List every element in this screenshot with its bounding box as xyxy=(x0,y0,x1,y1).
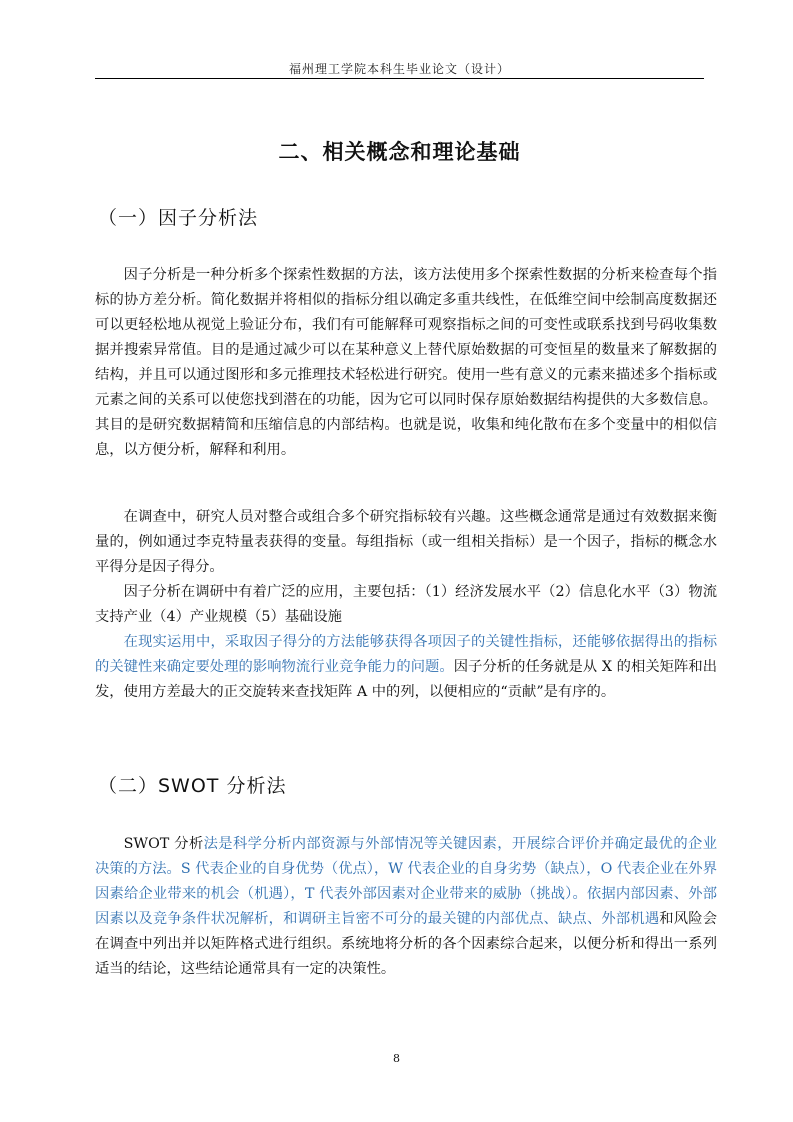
paragraph-text: SWOT 分析 xyxy=(123,836,204,852)
section-title-factor-analysis: （一）因子分析法 xyxy=(98,207,259,229)
paragraph-factor-applications: 因子分析在调研中有着广泛的应用，主要包括：（1）经济发展水平（2）信息化水平（3）物流支持产业（4）产业规模（5）基础设施 xyxy=(95,584,717,625)
highlighted-text: 在现实运用中，采取因子得分的方法能够获得各项因子的关键性指标，还能够依据得出的指标的关键性来确定要处理的影响物流行业竞争能力的问题。 xyxy=(95,634,717,675)
paragraph-swot xyxy=(95,832,717,982)
paragraph-factor-intro: 因子分析是一种分析多个探索性数据的方法，该方法使用多个探索性数据的分析来检查每个指标的协方差分析。简化数据并将相似的指标分组以确定多重共线性，在低维空间中绘制高度数据还可以更轻松地从视觉上验证分布，我们有可能解释可观察指标之间的可变性或联系找到号码收集数据并搜索异常值。目的是通过减少可以在某种意义上替代原始数据的可变恒星的数量来了解数据的结构，并且可以通过图形和多元推理技术轻松进行研究。使用一些有意义的元素来描述多个指标或元素之间的关系可以使您找到潜在的功能，因为它可以同时保存原始数据结构提供的大多数信息。其目的是研究数据精简和压缩信息的内部结构。也就是说，收集和纯化散布在多个变量中的相似信息，以方便分析，解释和利用。 xyxy=(95,267,717,458)
running-header: 福州理工学院本科生毕业论文（设计） xyxy=(288,62,510,76)
chapter-title: 二、相关概念和理论基础 xyxy=(278,140,521,164)
highlighted-text: 法是科学分析内部资源与外部情况等关键因素，开展综合评价并确定最优的企业决策的方法。S 代表企业的自身优势（优点），W 代表企业的自身劣势（缺点），O 代表企业在外界因素给企业带来的机会（机遇），T 代表外部因素对企业带来的威胁（挑战）。依据内部因素、外部因素以及竞争条件状况解析，和调研主旨密不可分的最关键的内部优点、缺点、外部机遇 xyxy=(95,836,717,927)
paragraph-text: 和风险会在调查中列出并以矩阵格式进行组织。系统地将分析的各个因素综合起来，以便分析和得出一系列适当的结论，这些结论通常具有一定的决策性。 xyxy=(95,911,718,977)
paragraph-factor-practice xyxy=(95,630,717,705)
paragraph-text: 因子分析的任务就是从 X 的相关矩阵和出发，使用方差最大的正交旋转来查找矩阵 A 中的列，以便相应的“贡献”是有序的。 xyxy=(95,659,718,700)
header-divider xyxy=(95,78,704,79)
paragraph-factor-survey: 在调查中，研究人员对整合或组合多个研究指标较有兴趣。这些概念通常是通过有效数据来衡量的，例如通过李克特量表获得的变量。每组指标（或一组相关指标）是一个因子，指标的概念水平得分是因子得分。 xyxy=(95,509,717,575)
page-number: 8 xyxy=(393,1052,400,1065)
section-title-swot: （二）SWOT 分析法 xyxy=(98,775,287,797)
